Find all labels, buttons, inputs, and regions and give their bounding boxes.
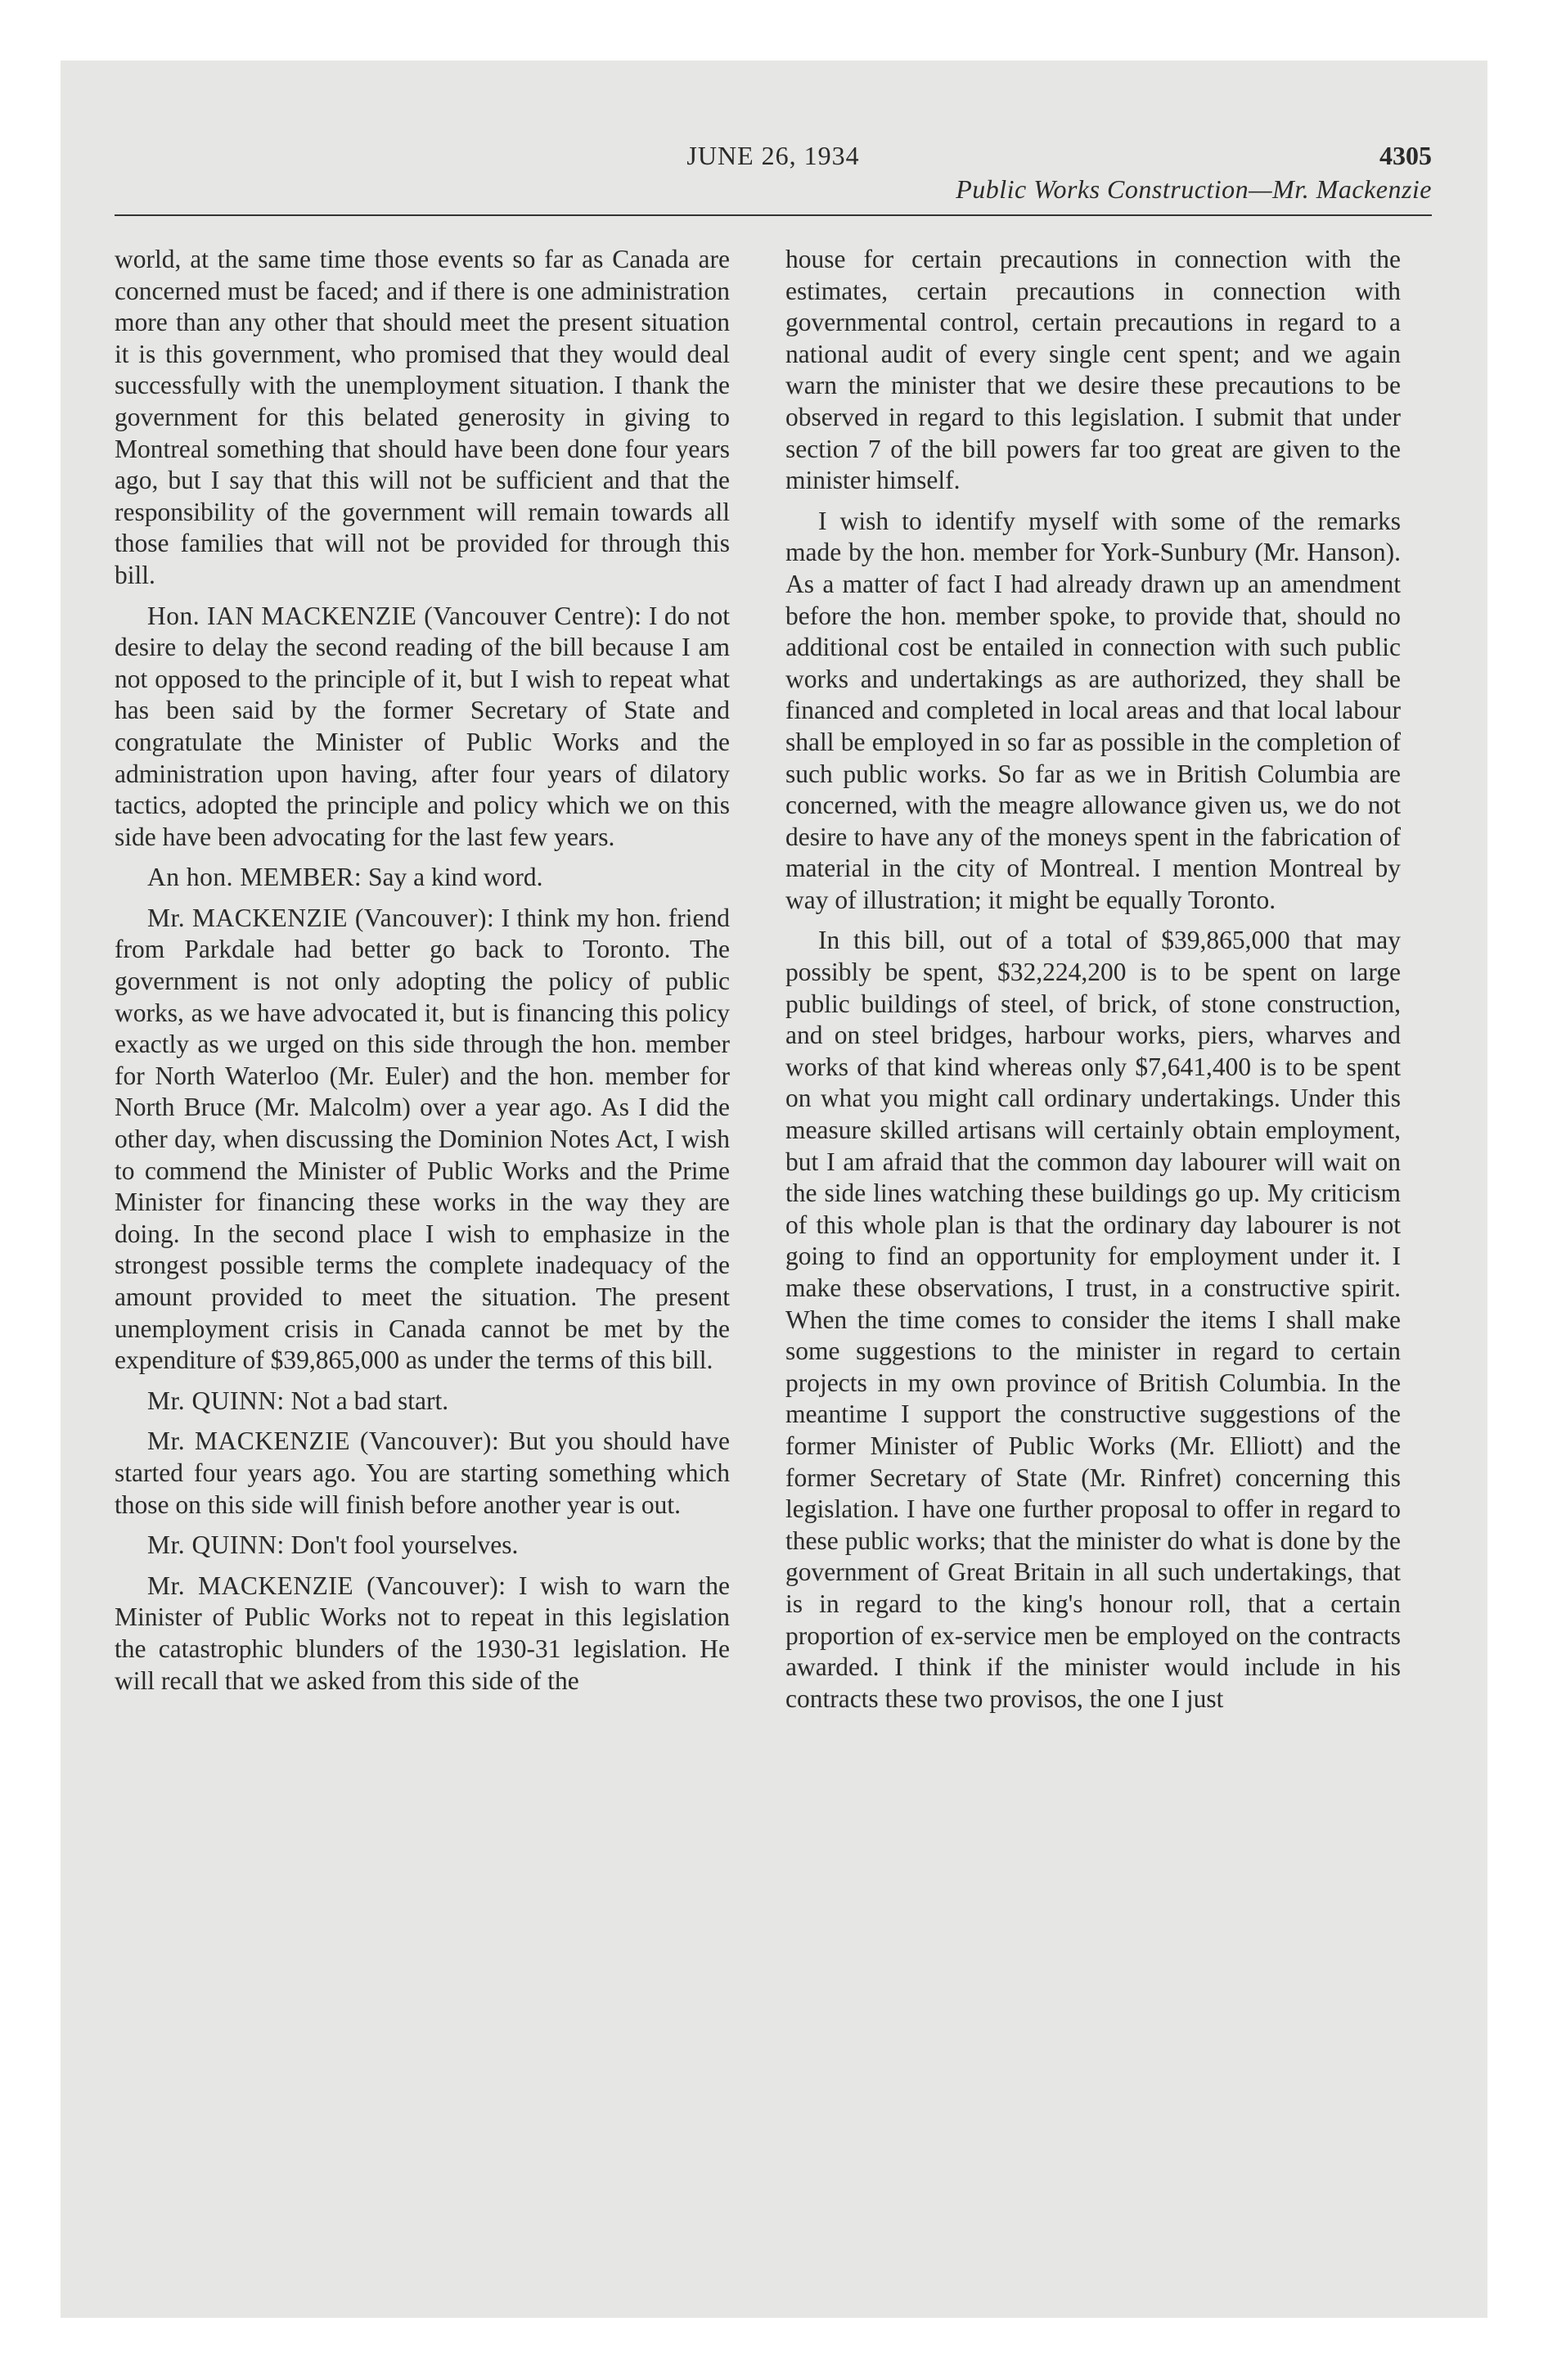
speech-text: I wish to warn the Minister of Public Works not to repeat in this legislation the catastrophic blunders of the 1930-31 legislation. He will recall that we asked from this side of the — [115, 1571, 730, 1695]
section-title: Public Works Construction—Mr. Mackenzie — [956, 174, 1432, 204]
speaker-name: Mr. MACKENZIE (Vancouver): — [147, 903, 495, 932]
paragraph: world, at the same time those events so far as Canada are concerned must be faced; and if there is one administration more than any other that should meet the present situation it is this government, who promised that they would deal successfully with the unemployment situation. I thank the government for this belated generosity in giving to Montreal something that should have been done four years ago, but I say that this will not be sufficient and that the responsibility of the government will remain towards all those families that will not be provided for through this bill. — [115, 245, 730, 589]
paragraph — [115, 601, 730, 854]
speech-text: Don't fool yourselves. — [284, 1530, 519, 1560]
paragraph — [115, 1426, 730, 1521]
paragraph — [115, 1530, 730, 1562]
speech-text: But you should have started four years ago. You are starting something which those on this side will finish before another year is out. — [115, 1427, 730, 1519]
page-number: 4305 — [1379, 141, 1432, 170]
left-column — [115, 244, 730, 1706]
paragraph: house for certain precautions in connection with the estimates, certain precautions in connection with governmental control, certain precautions in regard to a national audit of every single cent spent; and we again warn the minister that we desire these precautions to be observed in regard to this legislation. I submit that under section 7 of the bill powers far too great are given to the minister himself. — [785, 245, 1401, 495]
paragraph: In this bill, out of a total of $39,865,000 that may possibly be spent, $32,224,200 is to be spent on large public buildings of steel, of brick, of stone construction, and on steel bridges, harbour works, piers, wharves and works of that kind whereas only $7,641,400 is to be spent on what you might call ordinary undertakings. Under this measure skilled artisans will certainly obtain employment, but I am afraid that the common day labourer will wait on the side lines watching these buildings go up. My criticism of this whole plan is that the ordinary day labourer is not going to find an opportunity for employment under it. I make these observations, I trust, in a constructive spirit. When the time comes to consider the items I shall make some suggestions to the minister in regard to certain projects in my own province of British Columbia. In the meantime I support the constructive suggestions of the former Minister of Public Works (Mr. Elliott) and the former Secretary of State (Mr. Rinfret) concerning this legislation. I have one further proposal to offer in regard to these public works; that the minister do what is done by the government of Great Britain in all such undertakings, that is in regard to the king's honour roll, that a certain proportion of ex-service men be employed on the contracts awarded. I think if the minister would include in his contracts these two provisos, the one I just — [785, 926, 1401, 1713]
paragraph — [115, 1386, 730, 1418]
speaker-name: Mr. MACKENZIE (Vancouver): — [147, 1427, 500, 1456]
header-date: JUNE 26, 1934 — [686, 141, 860, 170]
speaker-name: An hon. MEMBER: — [147, 863, 362, 892]
right-column — [785, 244, 1401, 1724]
speaker-name: Mr. QUINN: — [147, 1530, 285, 1560]
paragraph — [115, 1571, 730, 1697]
speech-text: Not a bad start. — [284, 1386, 449, 1415]
speaker-name: Mr. QUINN: — [147, 1386, 285, 1415]
paragraph — [115, 862, 730, 894]
paragraph — [115, 903, 730, 1377]
speech-text: Say a kind word. — [362, 863, 543, 892]
document-page — [115, 139, 1432, 2267]
speaker-name: Mr. MACKENZIE (Vancouver): — [147, 1571, 506, 1600]
speech-text: I do not desire to delay the second reading of the bill because I am not opposed to the principle of it, but I wish to repeat what has been said by the former Secretary of State and congratulate the Minister of Public Works and the administration upon having, after four years of dilatory tactics, adopted the principle and policy which we on this side have been advocating for the last few years. — [115, 601, 730, 851]
running-header — [115, 139, 1432, 213]
header-rule — [115, 214, 1432, 216]
speech-text: I think my hon. friend from Parkdale had better go back to Toronto. The government is not only adopting the policy of public works, as we have advocated it, but is financing this policy exactly as we urged on this side through the hon. member for North Waterloo (Mr. Euler) and the hon. member for North Bruce (Mr. Malcolm) over a year ago. As I did the other day, when discussing the Dominion Notes Act, I wish to commend the Minister of Public Works and the Prime Minister for financing these works in the way they are doing. In the second place I wish to emphasize in the strongest possible terms the complete inadequacy of the amount provided to meet the situation. The present unemployment crisis in Canada cannot be met by the expenditure of $39,865,000 as under the terms of this bill. — [115, 903, 730, 1375]
speaker-name: Hon. IAN MACKENZIE (Vancouver Centre): — [147, 601, 642, 630]
paragraph: I wish to identify myself with some of the remarks made by the hon. member for York-Sunbury (Mr. Hanson). As a matter of fact I had already drawn up an amendment before the hon. member spoke, to provide that, should no additional cost be entailed in connection with such public works and undertakings as are authorized, they shall be financed and completed in local areas and that local labour shall be employed in so far as possible in the completion of such public works. So far as we in British Columbia are concerned, with the meagre allowance given us, we do not desire to have any of the moneys spent in the fabrication of material in the city of Montreal. I mention Montreal by way of illustration; it might be equally Toronto. — [785, 506, 1401, 914]
